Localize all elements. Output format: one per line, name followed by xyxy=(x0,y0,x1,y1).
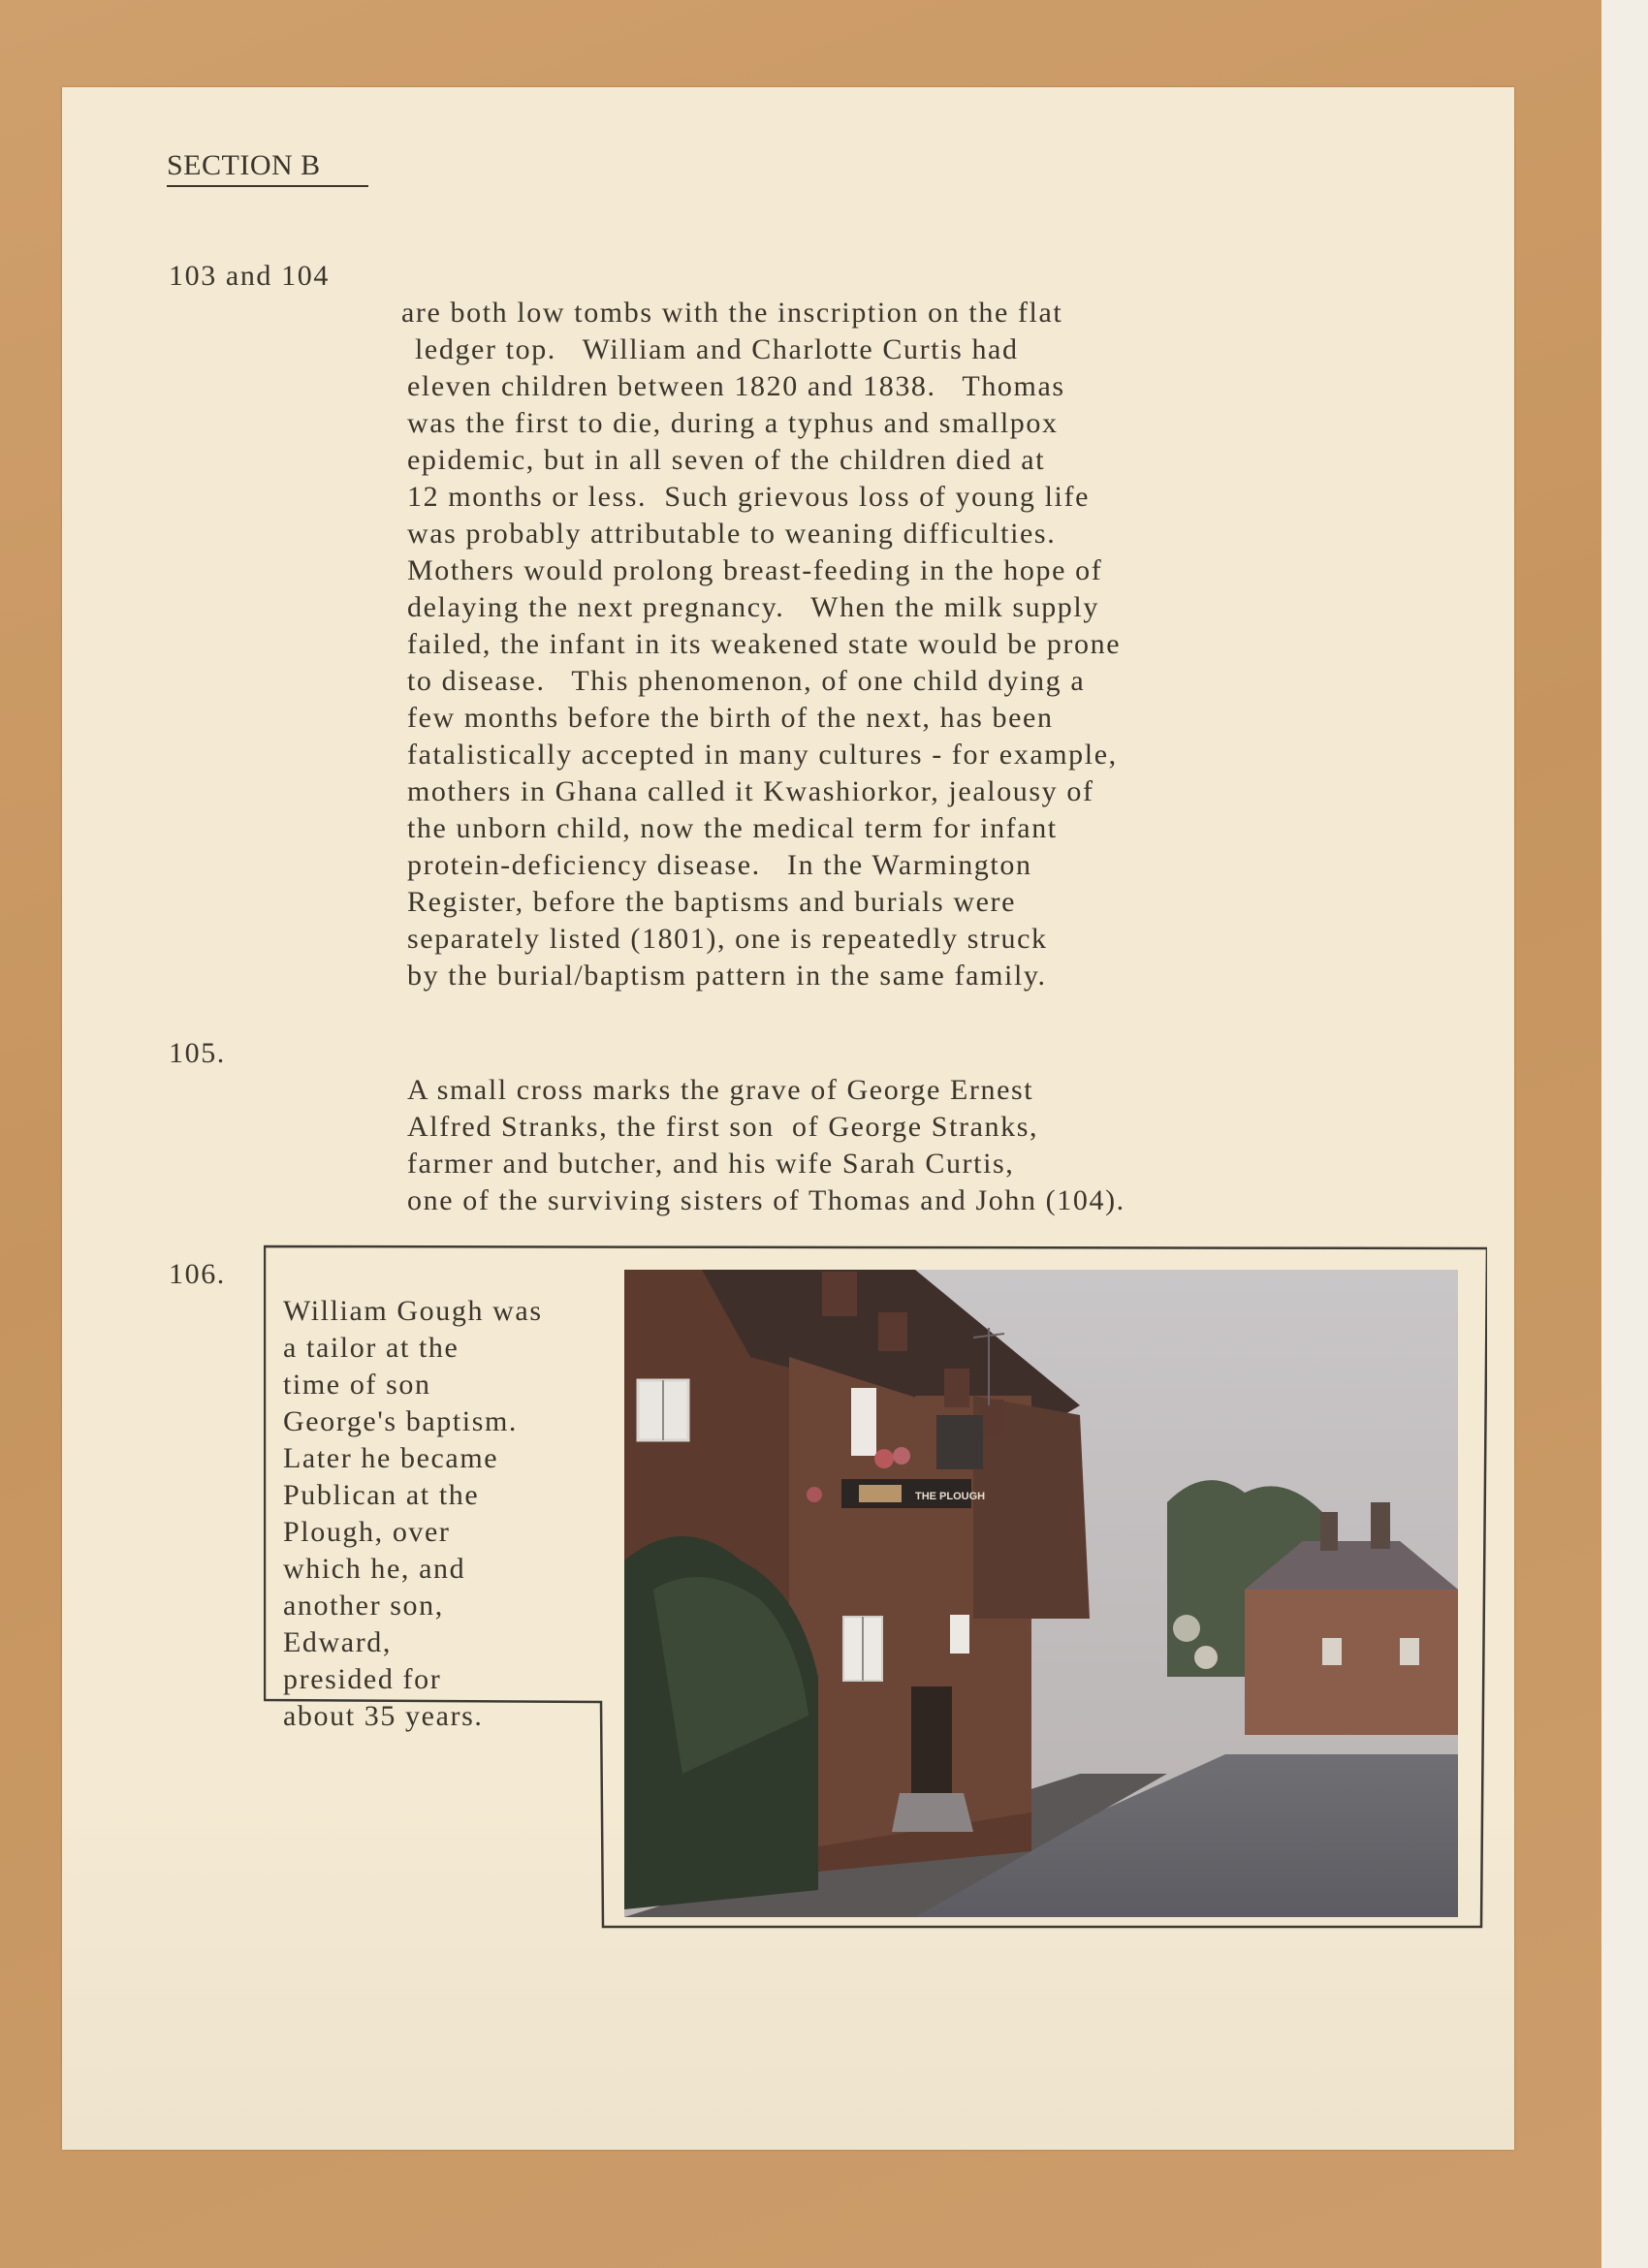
text-line: presided for xyxy=(283,1663,442,1695)
section-heading: SECTION B xyxy=(167,149,321,181)
text-line: Edward, xyxy=(283,1626,392,1658)
text-line: which he, and xyxy=(283,1553,466,1585)
text-line: time of son xyxy=(283,1369,431,1401)
text-line: mothers in Ghana called it Kwashiorkor, jealousy of xyxy=(407,775,1094,807)
entry-text-105 xyxy=(407,1035,1125,1256)
text-line: Alfred Stranks, the first son of George Stranks, xyxy=(407,1111,1039,1143)
text-line: epidemic, but in all seven of the children died at xyxy=(407,444,1046,476)
entry-number-105: 105. xyxy=(169,1037,226,1069)
text-line: eleven children between 1820 and 1838. Thomas xyxy=(407,370,1065,402)
caption-text-106 xyxy=(283,1256,543,1772)
text-line: Mothers would prolong breast-feeding in the hope of xyxy=(407,554,1103,586)
heading-underline xyxy=(167,185,368,187)
text-line: the unborn child, now the medical term for infant xyxy=(407,812,1058,844)
pub-photograph xyxy=(624,1270,1458,1917)
text-line: by the burial/baptism pattern in the same family. xyxy=(407,960,1047,992)
text-line: 12 months or less. Such grievous loss of young life xyxy=(407,481,1091,513)
text-line: separately listed (1801), one is repeatedly struck xyxy=(407,923,1048,955)
text-line: another son, xyxy=(283,1590,444,1622)
text-line: was the first to die, during a typhus and smallpox xyxy=(407,407,1059,439)
text-line: Register, before the baptisms and burials were xyxy=(407,886,1017,918)
text-line: George's baptism. xyxy=(283,1405,519,1437)
text-line: A small cross marks the grave of George Ernest xyxy=(407,1074,1034,1106)
pub-sign-text: THE PLOUGH xyxy=(915,1491,986,1502)
text-line: are both low tombs with the inscription on the flat xyxy=(401,297,1063,329)
entry-number-103-104: 103 and 104 xyxy=(169,260,330,292)
entry-number-106: 106. xyxy=(169,1258,226,1290)
text-line: fatalistically accepted in many cultures - for example, xyxy=(407,739,1118,771)
scan-margin xyxy=(1601,0,1648,2268)
text-line: one of the surviving sisters of Thomas and John (104). xyxy=(407,1184,1125,1216)
text-line: delaying the next pregnancy. When the milk supply xyxy=(407,591,1099,623)
text-line: ledger top. William and Charlotte Curtis had xyxy=(415,333,1019,365)
text-line: farmer and butcher, and his wife Sarah Curtis, xyxy=(407,1148,1015,1180)
text-line: a tailor at the xyxy=(283,1332,460,1364)
text-line: protein-deficiency disease. In the Warmington xyxy=(407,849,1032,881)
text-line: failed, the infant in its weakened state would be prone xyxy=(407,628,1122,660)
text-line: William Gough was xyxy=(283,1295,543,1327)
entry-text-103-104 xyxy=(401,258,1122,1031)
text-line: Publican at the xyxy=(283,1479,480,1511)
text-line: was probably attributable to weaning difficulties. xyxy=(407,518,1057,550)
text-line: Plough, over xyxy=(283,1516,451,1548)
text-line: to disease. This phenomenon, of one child dying a xyxy=(407,665,1086,697)
text-line: Later he became xyxy=(283,1442,499,1474)
text-line: about 35 years. xyxy=(283,1700,484,1732)
text-line: few months before the birth of the next, has been xyxy=(407,702,1054,734)
